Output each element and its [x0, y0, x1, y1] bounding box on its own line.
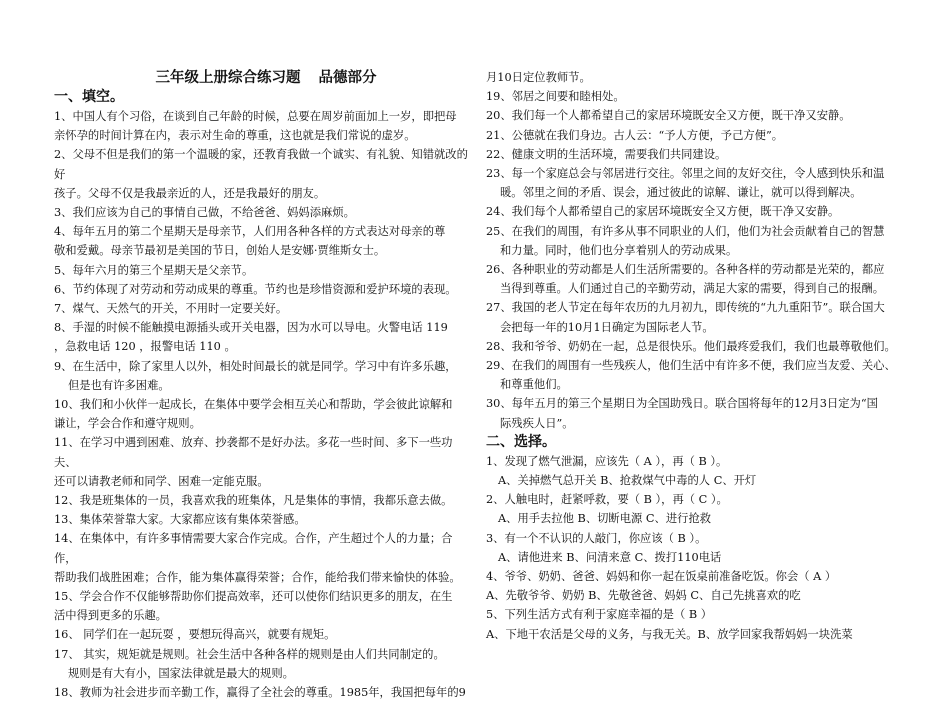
question-line: 帮助我们战胜困难；合作，能为集体赢得荣誉；合作，能给我们带来愉快的体验。 [54, 570, 461, 584]
question-line: 13、集体荣誉靠大家。大家都应该有集体荣誉感。 [54, 513, 306, 527]
question-line: 暖。邻里之间的矛盾、误会，通过彼此的谅解、谦让，就可以得到解决。 [500, 186, 862, 200]
question-line: 27、我国的老人节定在每年农历的九月初九，即传统的“九九重阳节”。联合国大 [486, 301, 885, 315]
question-line: 23、每一个家庭总会与邻居进行交往。邻里之间的友好交往，令人感到快乐和温 [486, 167, 885, 181]
choice-options: A、下地干农活是父母的义务，与我无关。B、放学回家我帮妈妈一块洗菜 [486, 627, 853, 641]
left-column [54, 68, 474, 702]
question-line: 规则是有大有小，国家法律就是最大的规则。 [68, 666, 294, 680]
choice-question: 3、有一个不认识的人敲门，你应该（ B ）。 [486, 531, 707, 545]
choice-question: 4、爷爷、奶奶、爸爸、妈妈和你一起在饭桌前准备吃饭。你会（ A ） [486, 570, 837, 584]
question-line: 6、节约体现了对劳动和劳动成果的尊重。节约也是珍惜资源和爱护环境的表现。 [54, 282, 457, 296]
question-line: 8、手湿的时候不能触摸电源插头或开关电器，因为水可以导电。火警电话 119 [54, 321, 448, 335]
question-line: 谦让，学会合作和遵守规则。 [54, 417, 201, 431]
question-line: 19、邻居之间要和睦相处。 [486, 90, 625, 104]
choice-question: 2、人触电时，赶紧呼救，要（ B ），再（ C ）。 [486, 493, 728, 507]
question-line: 26、各种职业的劳动都是人们生活所需要的。各种各样的劳动都是光荣的，都应 [486, 263, 885, 277]
question-line: 7、煤气、天然气的开关，不用时一定要关好。 [54, 302, 288, 316]
question-line: 29、在我们的周围有一些残疾人，他们生活中有许多不便，我们应当友爱、关心、 [486, 359, 896, 373]
question-line: 和尊重他们。 [500, 378, 568, 392]
question-line: 还可以请教老师和同学、困难一定能克服。 [54, 474, 269, 488]
question-line: 18、教师为社会进步而辛勤工作，赢得了全社会的尊重。1985年，我国把每年的9 [54, 686, 466, 700]
question-line: 亲怀孕的时间计算在内，表示对生命的尊重，这也就是我们常说的虚岁。 [54, 129, 416, 143]
question-line: 3、我们应该为自己的事情自己做，不给爸爸、妈妈添麻烦。 [54, 206, 355, 220]
question-line: 21、公德就在我们身边。古人云：“予人方便，予己方便”。 [486, 128, 784, 142]
question-line: 2、父母不但是我们的第一个温暖的家，还教育我做一个诚实、有礼貌、知错就改的好 [54, 148, 468, 181]
question-line: ，急救电话 120 ，报警电话 110 。 [54, 340, 236, 354]
question-line: 22、健康文明的生活环境，需要我们共同建设。 [486, 147, 727, 161]
choice-question: 1、发现了燃气泄漏，应该先（ A ），再（ B ）。 [486, 454, 728, 468]
question-line: 但是也有许多困难。 [68, 378, 170, 392]
question-line: 活中得到更多的乐趣。 [54, 609, 167, 623]
page-title [58, 68, 474, 88]
question-line: 10、我们和小伙伴一起成长，在集体中要学会相互关心和帮助，学会彼此谅解和 [54, 398, 453, 412]
section-fill-heading: 一、填空。 [54, 89, 124, 105]
title-sub: 品德部分 [318, 69, 377, 86]
question-line: 15、学会合作不仅能够帮助你们提高效率，还可以使你们结识更多的朋友，在生 [54, 590, 453, 604]
question-line: 25、在我们的周围，有许多从事不同职业的人们，他们为社会贡献着自己的智慧 [486, 224, 885, 238]
question-line: 敬和爱戴。母亲节最初是美国的节日，创始人是安娜·贾维斯女士。 [54, 244, 386, 258]
question-line: 和力量。同时，他们也分享着别人的劳动成果。 [500, 243, 738, 257]
question-line: 际残疾人日”。 [500, 416, 574, 430]
choice-question: 5、下列生活方式有利于家庭幸福的是（ B ） [486, 608, 713, 622]
choice-options: A、关掉燃气总开关 B、抢救煤气中毒的人 C、开灯 [498, 474, 757, 488]
question-line: 4、每年五月的第二个星期天是母亲节，人们用各种各样的方式表达对母亲的尊 [54, 225, 446, 239]
right-column [486, 68, 904, 644]
question-line: 月10日定位教师节。 [486, 71, 591, 84]
question-line: 28、我和爷爷、奶奶在一起，总是很快乐。他们最疼爱我们，我们也最尊敬他们。 [486, 339, 896, 353]
question-line: 1、中国人有个习俗，在谈到自己年龄的时候，总要在周岁前面加上一岁，即把母 [54, 110, 457, 123]
question-line: 16、 同学们在一起玩耍 ，要想玩得高兴，就要有规矩。 [54, 628, 336, 642]
question-line: 会把每一年的10月1日确定为国际老人节。 [500, 320, 714, 334]
question-line: 当得到尊重。人们通过自己的辛勤劳动，满足大家的需要，得到自己的报酬。 [500, 282, 885, 296]
question-line: 30、每年五月的第三个星期日为全国助残日。联合国将每年的12月3日定为“国 [486, 397, 878, 411]
question-line: 14、在集体中，有许多事情需要大家合作完成。合作，产生超过个人的力量；合作， [54, 532, 453, 565]
choice-options: A、请他进来 B、问清来意 C、拨打110电话 [498, 550, 722, 564]
question-line: 12、我是班集体的一员，我喜欢我的班集体，凡是集体的事情，我都乐意去做。 [54, 494, 453, 508]
title-main: 三年级上册综合练习题 [155, 69, 301, 86]
question-line: 24、我们每个人都希望自己的家居环境既安全又方便，既干净又安静。 [486, 205, 840, 219]
question-line: 5、每年六月的第三个星期天是父亲节。 [54, 263, 254, 277]
question-line: 9、在生活中，除了家里人以外，相处时间最长的就是同学。学习中有许多乐趣， [54, 359, 457, 373]
question-line: 20、我们每一个人都希望自己的家居环境既安全又方便，既干净又安静。 [486, 109, 851, 123]
question-line: 11、在学习中遇到困难、放弃、抄袭都不是好办法。多花一些时间、多下一些功夫、 [54, 436, 453, 469]
question-line: 孩子。父母不仅是我最亲近的人，还是我最好的朋友。 [54, 186, 326, 200]
choice-options: A、用手去拉他 B、切断电源 C、进行抢救 [498, 512, 712, 526]
choice-options: A、先敬爷爷、奶奶 B、先敬爸爸、妈妈 C、自己先挑喜欢的吃 [486, 589, 801, 603]
section-choice-heading: 二、选择。 [486, 433, 556, 450]
question-line: 17、 其实，规矩就是规则。社会生活中各种各样的规则是由人们共同制定的。 [54, 647, 445, 661]
